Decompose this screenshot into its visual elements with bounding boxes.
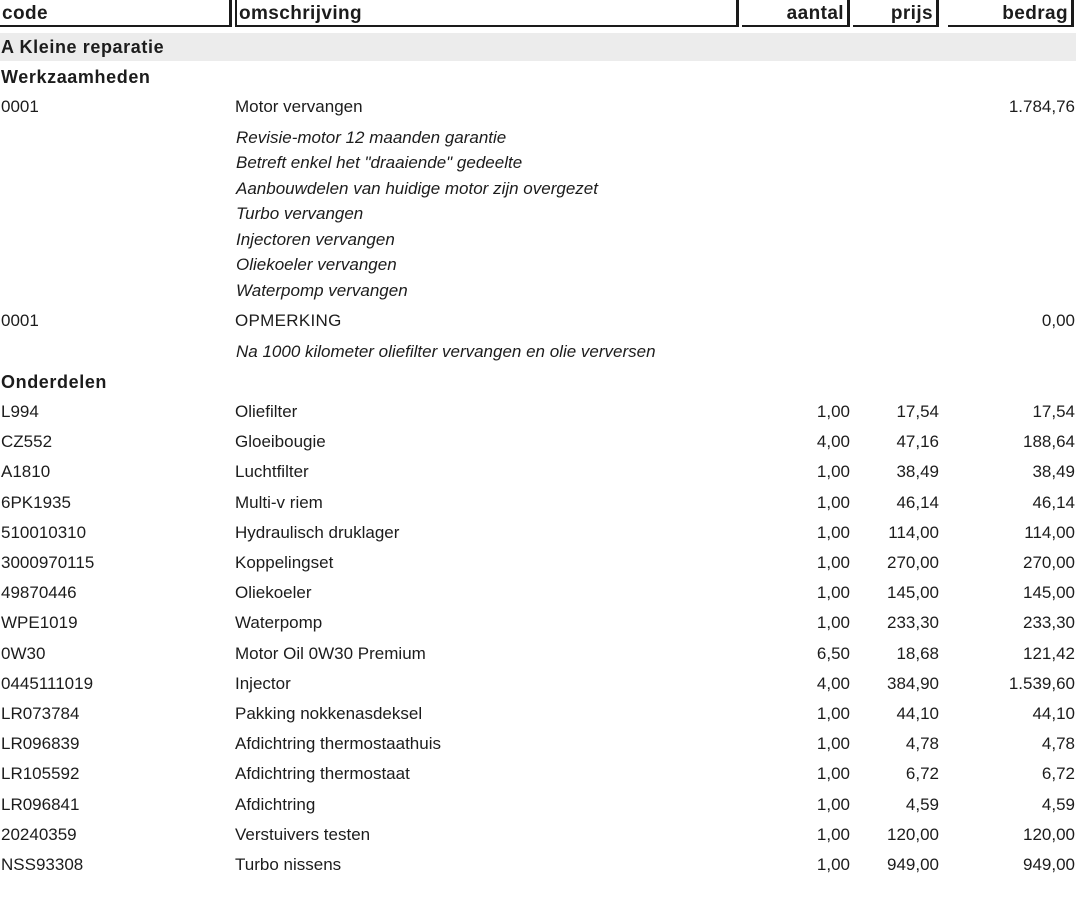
- work-note: Waterpomp vervangen: [236, 281, 408, 300]
- part-quantity: 1,00: [816, 402, 850, 421]
- part-code: NSS93308: [1, 855, 84, 874]
- part-price: 47,16: [896, 432, 939, 451]
- part-description: Pakking nokkenasdeksel: [235, 704, 423, 723]
- part-code: 0W30: [1, 644, 46, 663]
- part-amount: 145,00: [1023, 583, 1075, 602]
- parts-row: [0, 824, 1081, 848]
- part-amount: 120,00: [1023, 825, 1075, 844]
- work-note: Oliekoeler vervangen: [236, 255, 397, 274]
- part-quantity: 1,00: [816, 704, 850, 723]
- part-description: Hydraulisch druklager: [235, 523, 400, 542]
- part-amount: 188,64: [1023, 432, 1075, 451]
- part-quantity: 1,00: [816, 553, 850, 572]
- part-description: Afdichtring thermostaat: [235, 764, 410, 783]
- part-code: LR096841: [1, 795, 80, 814]
- part-quantity: 1,00: [816, 613, 850, 632]
- part-price: 270,00: [887, 553, 939, 572]
- parts-row: [0, 763, 1081, 787]
- part-price: 384,90: [887, 674, 939, 693]
- column-header-code: code: [0, 0, 232, 27]
- parts-row: [0, 492, 1081, 516]
- part-description: Koppelingset: [235, 553, 334, 572]
- part-price: 145,00: [887, 583, 939, 602]
- part-code: LR073784: [1, 704, 80, 723]
- part-code: CZ552: [1, 432, 53, 451]
- part-code: A1810: [1, 462, 51, 481]
- part-code: 20240359: [1, 825, 77, 844]
- work-note: Injectoren vervangen: [236, 230, 395, 249]
- parts-row: [0, 643, 1081, 667]
- column-header-description: omschrijving: [235, 0, 739, 27]
- work-note: Na 1000 kilometer oliefilter vervangen en olie verversen: [236, 342, 656, 361]
- part-amount: 46,14: [1032, 493, 1075, 512]
- work-code: 0001: [1, 97, 39, 116]
- part-code: 6PK1935: [1, 493, 71, 512]
- work-amount: 1.784,76: [1008, 97, 1075, 116]
- work-description: Motor vervangen: [235, 97, 363, 116]
- part-price: 6,72: [905, 764, 939, 783]
- part-description: Luchtfilter: [235, 462, 309, 481]
- part-code: WPE1019: [1, 613, 78, 632]
- part-description: Injector: [235, 674, 291, 693]
- column-header-quantity: aantal: [742, 0, 850, 27]
- part-price: 44,10: [896, 704, 939, 723]
- part-price: 114,00: [888, 523, 939, 542]
- parts-row: [0, 582, 1081, 606]
- part-amount: 949,00: [1023, 855, 1075, 874]
- part-price: 18,68: [896, 644, 939, 663]
- part-description: Motor Oil 0W30 Premium: [235, 644, 426, 663]
- work-description: OPMERKING: [235, 311, 342, 330]
- part-code: 3000970115: [1, 553, 95, 572]
- part-amount: 17,54: [1032, 402, 1075, 421]
- part-description: Turbo nissens: [235, 855, 342, 874]
- work-row: [0, 310, 1081, 334]
- part-amount: 4,78: [1041, 734, 1075, 753]
- work-row: [0, 96, 1081, 120]
- part-description: Oliefilter: [235, 402, 298, 421]
- part-code: 510010310: [1, 523, 87, 542]
- part-amount: 38,49: [1032, 462, 1075, 481]
- part-price: 4,59: [905, 795, 939, 814]
- part-amount: 233,30: [1023, 613, 1075, 632]
- parts-row: [0, 612, 1081, 636]
- part-quantity: 1,00: [816, 855, 850, 874]
- part-price: 949,00: [887, 855, 939, 874]
- part-code: LR105592: [1, 764, 80, 783]
- part-amount: 4,59: [1041, 795, 1075, 814]
- part-code: LR096839: [1, 734, 80, 753]
- parts-row: [0, 733, 1081, 757]
- parts-row: [0, 703, 1081, 727]
- work-note: Betreft enkel het "draaiende" gedeelte: [236, 153, 523, 172]
- part-amount: 114,00: [1024, 523, 1075, 542]
- part-quantity: 1,00: [816, 462, 850, 481]
- part-price: 38,49: [896, 462, 939, 481]
- work-note: Turbo vervangen: [236, 204, 364, 223]
- part-code: 0445111019: [1, 674, 94, 693]
- part-quantity: 1,00: [816, 764, 850, 783]
- part-description: Verstuivers testen: [235, 825, 371, 844]
- work-note: Aanbouwdelen van huidige motor zijn overgezet: [236, 179, 598, 198]
- part-description: Afdichtring: [235, 795, 316, 814]
- parts-row: [0, 794, 1081, 818]
- parts-row: [0, 522, 1081, 546]
- section-title: A Kleine reparatie: [1, 37, 165, 57]
- part-quantity: 1,00: [816, 583, 850, 602]
- parts-row: [0, 854, 1081, 878]
- parts-row: [0, 401, 1081, 425]
- part-price: 120,00: [887, 825, 939, 844]
- part-amount: 1.539,60: [1008, 674, 1075, 693]
- parts-row: [0, 673, 1081, 697]
- part-quantity: 1,00: [816, 795, 850, 814]
- work-note: Revisie-motor 12 maanden garantie: [236, 128, 507, 147]
- part-price: 4,78: [905, 734, 939, 753]
- part-quantity: 6,50: [816, 644, 850, 663]
- part-description: Afdichtring thermostaathuis: [235, 734, 441, 753]
- part-code: 49870446: [1, 583, 77, 602]
- work-heading: Werkzaamheden: [1, 67, 151, 87]
- parts-heading: Onderdelen: [1, 372, 108, 392]
- part-description: Gloeibougie: [235, 432, 326, 451]
- column-header-amount: bedrag: [948, 0, 1074, 27]
- part-quantity: 1,00: [816, 493, 850, 512]
- part-code: L994: [1, 402, 39, 421]
- part-amount: 6,72: [1041, 764, 1075, 783]
- part-description: Multi-v riem: [235, 493, 323, 512]
- part-quantity: 1,00: [816, 825, 850, 844]
- part-quantity: 1,00: [816, 734, 850, 753]
- parts-row: [0, 431, 1081, 455]
- parts-row: [0, 461, 1081, 485]
- column-header-price: prijs: [853, 0, 939, 27]
- part-quantity: 4,00: [816, 432, 850, 451]
- part-amount: 44,10: [1032, 704, 1075, 723]
- part-description: Waterpomp: [235, 613, 323, 632]
- parts-row: [0, 552, 1081, 576]
- part-price: 17,54: [896, 402, 939, 421]
- part-description: Oliekoeler: [235, 583, 312, 602]
- part-quantity: 1,00: [816, 523, 850, 542]
- work-amount: 0,00: [1041, 311, 1075, 330]
- part-quantity: 4,00: [816, 674, 850, 693]
- part-price: 233,30: [887, 613, 939, 632]
- part-amount: 121,42: [1023, 644, 1075, 663]
- part-price: 46,14: [896, 493, 939, 512]
- part-amount: 270,00: [1023, 553, 1075, 572]
- work-code: 0001: [1, 311, 39, 330]
